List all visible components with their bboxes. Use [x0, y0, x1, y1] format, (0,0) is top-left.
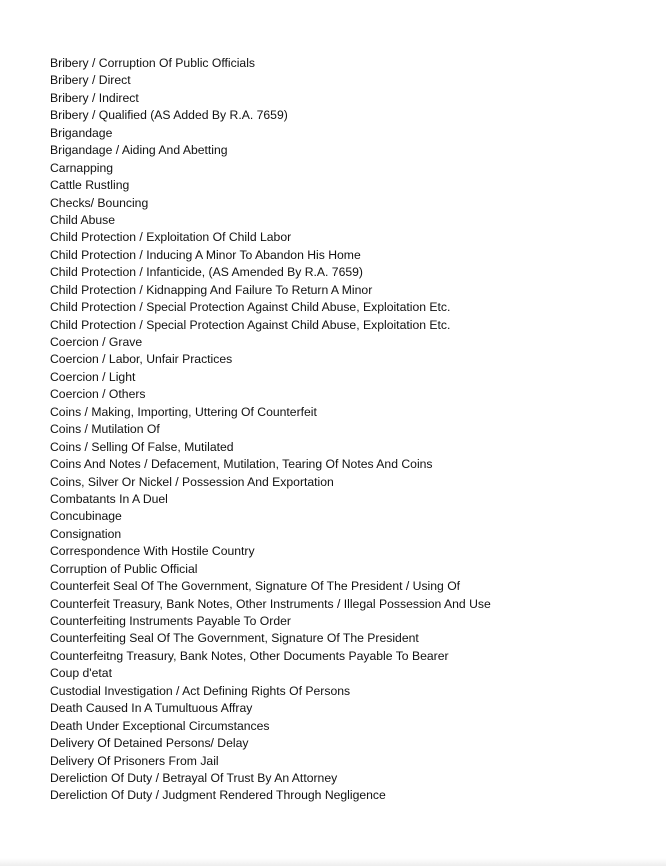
list-item: Bribery / Qualified (AS Added By R.A. 7659) [50, 108, 288, 123]
list-item: Child Protection / Kidnapping And Failure To Return A Minor [50, 282, 373, 297]
list-item: Bribery / Direct [50, 73, 131, 88]
list-item: Counterfeit Treasury, Bank Notes, Other Instruments / Illegal Possession And Use [50, 596, 491, 611]
list-item: Coercion / Grave [50, 335, 143, 349]
page-bottom-edge [0, 858, 666, 866]
list-item: Brigandage [50, 125, 113, 140]
list-item: Consignation [50, 526, 122, 541]
list-item: Coercion / Light [50, 369, 136, 384]
list-item: Counterfeitng Treasury, Bank Notes, Other Documents Payable To Bearer [50, 648, 449, 663]
list-item: Coins, Silver Or Nickel / Possession And Exportation [50, 474, 334, 489]
list-item: Coins And Notes / Defacement, Mutilation, Tearing Of Notes And Coins [50, 457, 433, 472]
list-item: Counterfeiting Seal Of The Government, Signature Of The President [50, 631, 419, 646]
list-item: Child Protection / Special Protection Against Child Abuse, Exploitation Etc. [50, 317, 451, 332]
list-item: Coins / Making, Importing, Uttering Of Counterfeit [50, 404, 317, 419]
list-item: Combatants In A Duel [50, 491, 168, 506]
list-item: Child Abuse [50, 212, 116, 227]
list-item: Child Protection / Inducing A Minor To Abandon His Home [50, 247, 361, 262]
list-item: Corruption of Public Official [50, 561, 198, 576]
list-item: Coins / Mutilation Of [50, 422, 160, 437]
list-item: Brigandage / Aiding And Abetting [50, 143, 228, 158]
list-item: Coercion / Others [50, 387, 146, 402]
offense-list [50, 55, 491, 805]
list-item: Carnapping [50, 160, 114, 175]
list-item: Child Protection / Exploitation Of Child Labor [50, 230, 292, 245]
list-item: Coins / Selling Of False, Mutilated [50, 439, 234, 454]
list-item: Child Protection / Infanticide, (AS Amended By R.A. 7659) [50, 265, 363, 280]
list-item: Correspondence With Hostile Country [50, 544, 255, 559]
list-item: Delivery Of Prisoners From Jail [50, 753, 219, 768]
list-item: Death Under Exceptional Circumstances [50, 718, 270, 733]
list-item: Dereliction Of Duty / Judgment Rendered Through Negligence [50, 788, 386, 803]
list-item: Bribery / Corruption Of Public Officials [50, 56, 256, 70]
list-item: Concubinage [50, 509, 122, 524]
list-item: Delivery Of Detained Persons/ Delay [50, 736, 249, 751]
list-item: Counterfeiting Instruments Payable To Order [50, 614, 291, 628]
list-item: Checks/ Bouncing [50, 195, 149, 210]
list-item: Counterfeit Seal Of The Government, Signature Of The President / Using Of [50, 579, 461, 594]
list-item: Coup d'etat [50, 666, 112, 681]
list-item: Death Caused In A Tumultuous Affray [50, 701, 253, 716]
list-item: Child Protection / Special Protection Against Child Abuse, Exploitation Etc. [50, 300, 451, 315]
list-item: Dereliction Of Duty / Betrayal Of Trust By An Attorney [50, 770, 338, 785]
list-item: Bribery / Indirect [50, 90, 139, 105]
list-item: Custodial Investigation / Act Defining Rights Of Persons [50, 683, 351, 698]
list-item: Cattle Rustling [50, 178, 130, 193]
list-item: Coercion / Labor, Unfair Practices [50, 352, 233, 367]
